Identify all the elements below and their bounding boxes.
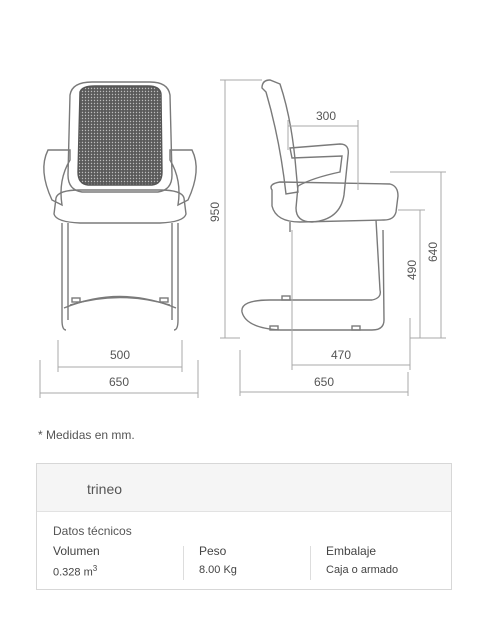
arm-depth-label: 300: [315, 109, 337, 123]
spec-weight: [199, 544, 237, 584]
chair-front-view: [44, 82, 196, 330]
spec-weight-value: 8.00 Kg: [199, 564, 237, 576]
spec-volume-label: Volumen: [53, 544, 100, 558]
spec-divider: [183, 546, 184, 580]
seat-depth-label: 470: [330, 348, 352, 362]
technical-data-title: Datos técnicos: [53, 524, 132, 538]
spec-packaging-value: Caja o armado: [326, 564, 399, 576]
spec-packaging: [326, 544, 398, 584]
total-height-label: 950: [208, 201, 222, 223]
side-total-depth-label: 650: [313, 375, 335, 389]
product-header: [37, 464, 451, 512]
product-info-card: [36, 463, 452, 590]
spec-divider: [310, 546, 311, 580]
product-name: trineo: [87, 481, 123, 497]
spec-volume-unit-sup: 3: [92, 564, 98, 573]
measurements-note: * Medidas en mm.: [38, 428, 135, 442]
front-seat-width-label: 500: [109, 348, 131, 362]
back-top-height-label: 640: [426, 241, 440, 263]
spec-packaging-label: Embalaje: [326, 544, 377, 558]
spec-volume-number: 0.328 m: [53, 566, 93, 579]
front-total-width-label: 650: [108, 375, 130, 389]
spec-volume-value: [53, 564, 100, 579]
spec-weight-label: Peso: [199, 544, 227, 558]
spec-volume: [53, 544, 100, 584]
seat-height-label: 490: [405, 259, 419, 281]
